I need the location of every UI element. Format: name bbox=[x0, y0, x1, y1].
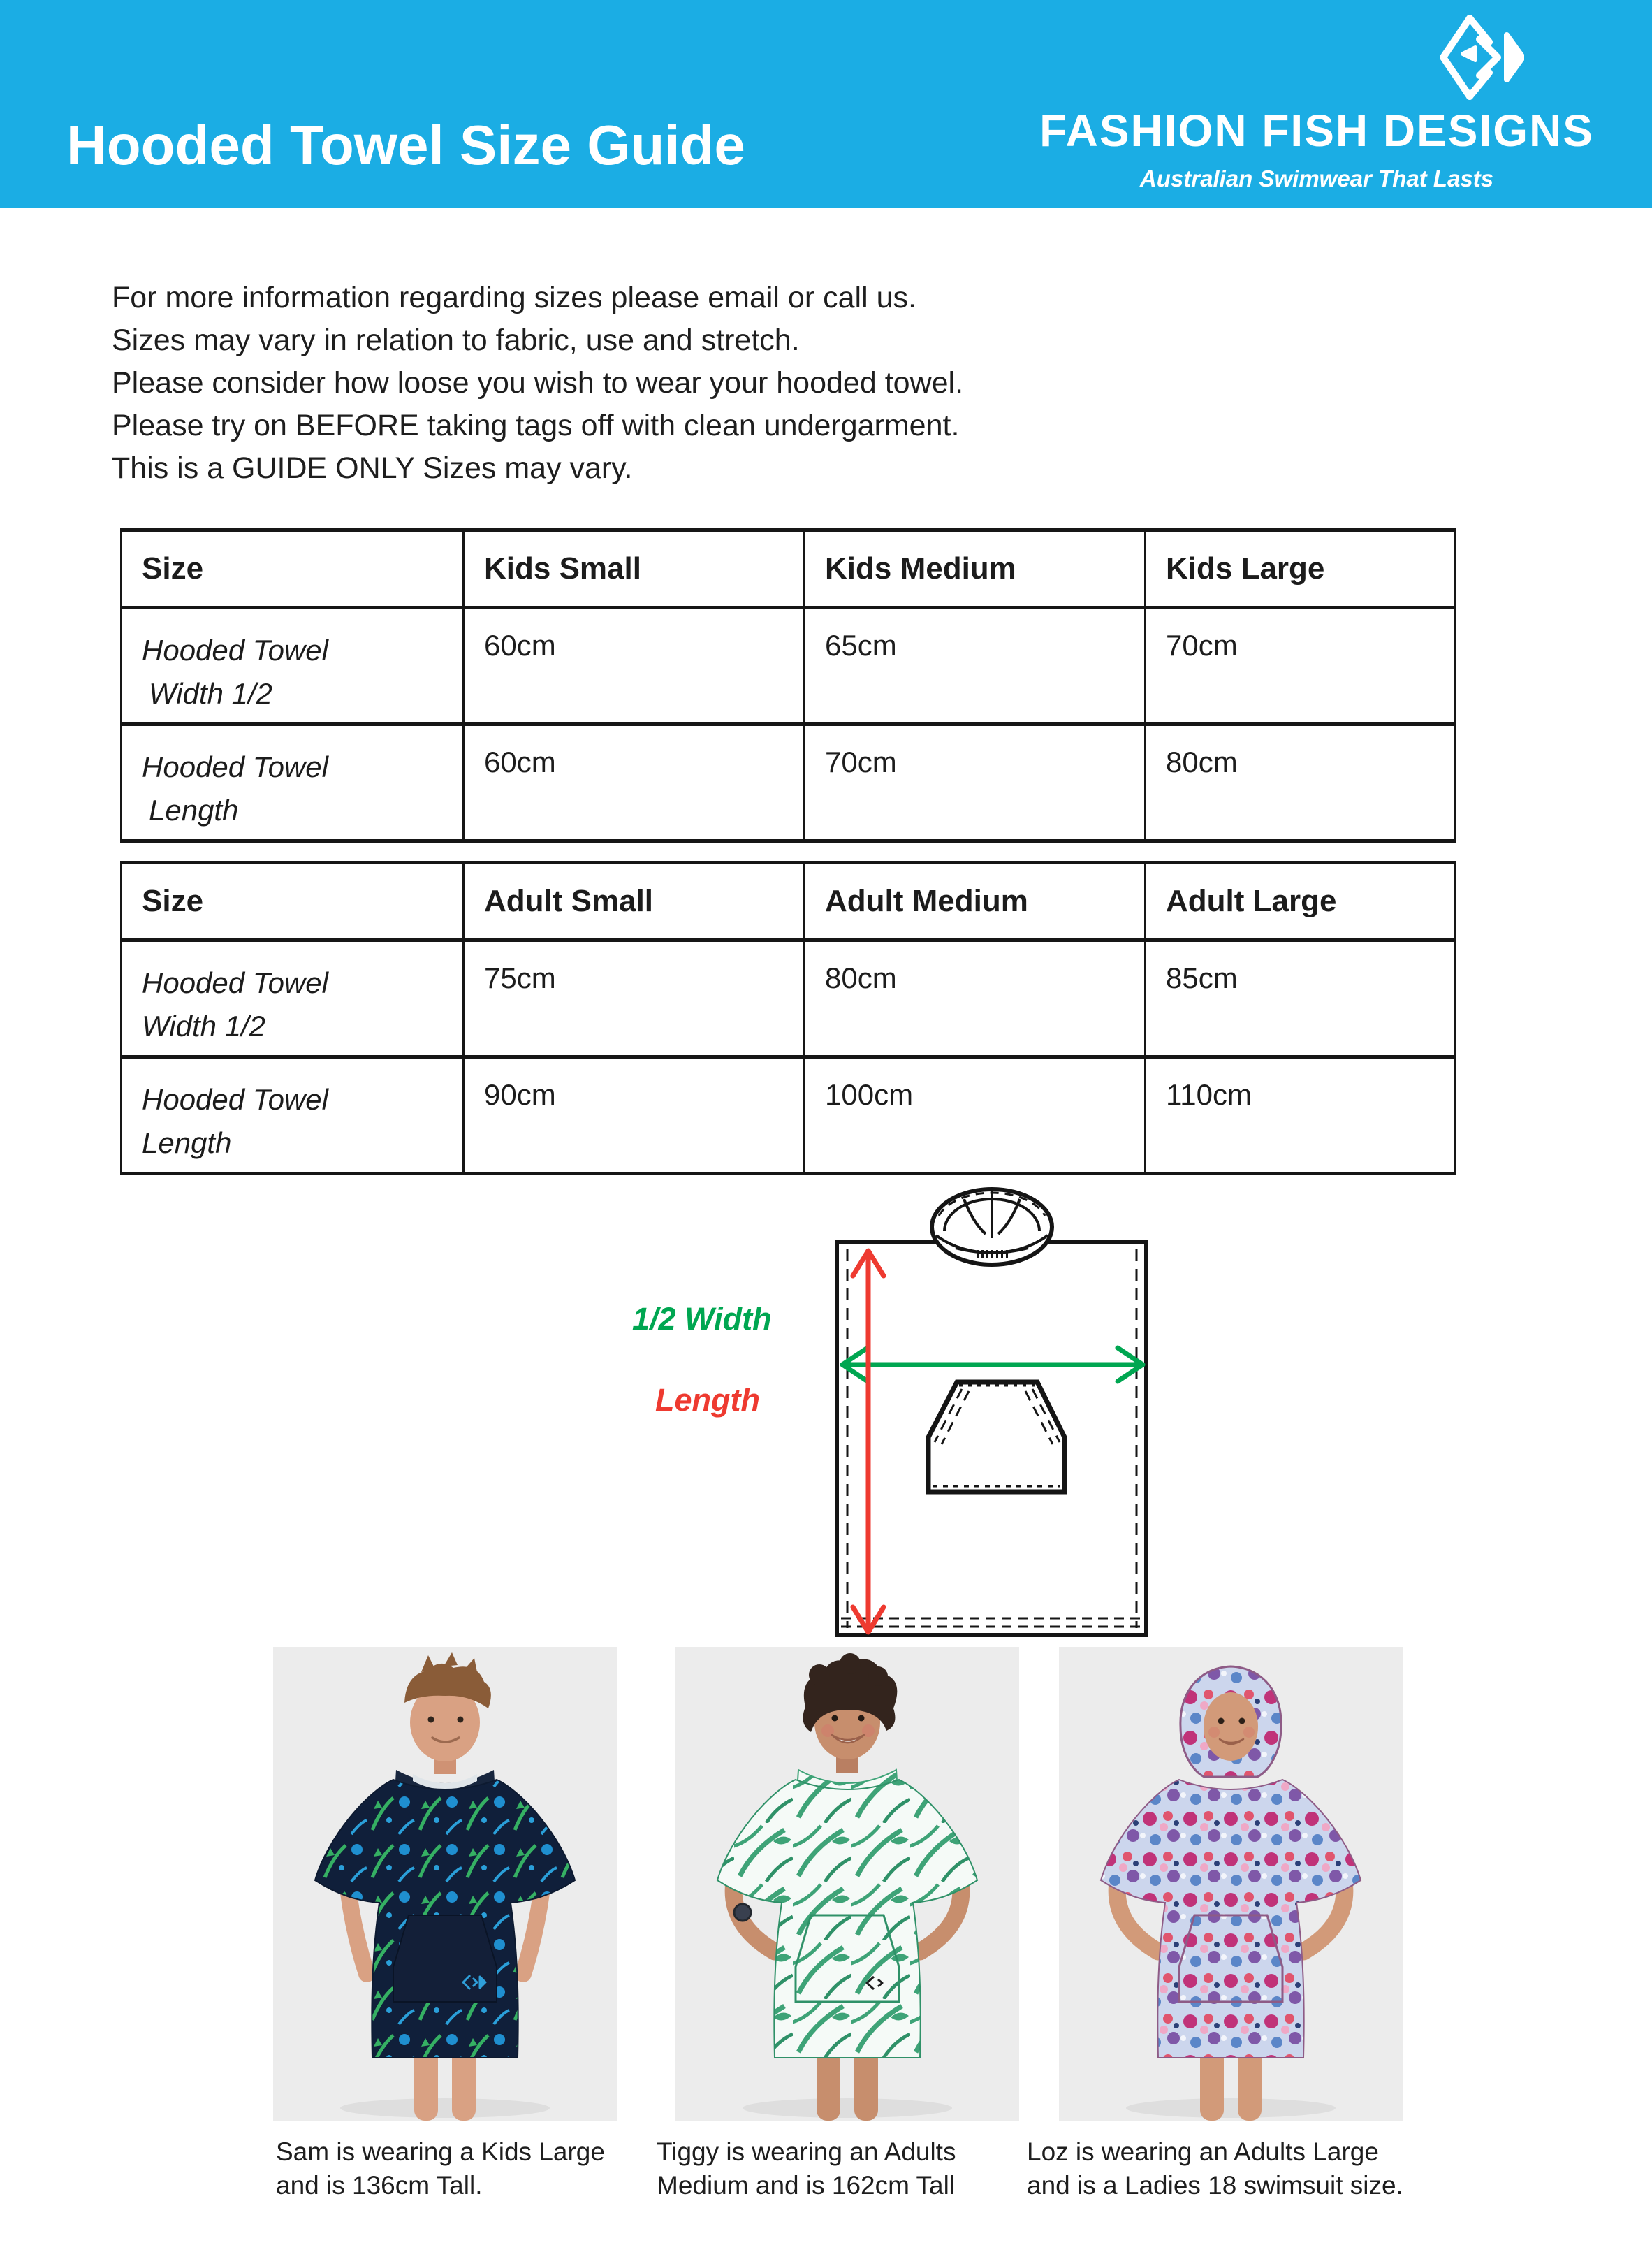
sam-illustration bbox=[273, 1647, 617, 2121]
caption-line: and is 136cm Tall. bbox=[276, 2171, 483, 2200]
table-header-row bbox=[122, 530, 1455, 608]
row-label: Hooded Towel Width 1/2 bbox=[122, 608, 464, 725]
caption-loz bbox=[1027, 2135, 1446, 2202]
size-value: 80cm bbox=[805, 940, 1146, 1057]
column-header: Size bbox=[122, 863, 464, 940]
hood-drawing bbox=[932, 1189, 1052, 1265]
size-value: 110cm bbox=[1146, 1057, 1455, 1174]
intro-text bbox=[112, 277, 963, 490]
table-row bbox=[122, 608, 1455, 725]
size-value: 85cm bbox=[1146, 940, 1455, 1057]
length-label: Length bbox=[655, 1382, 760, 1418]
column-header: Kids Medium bbox=[805, 530, 1146, 608]
tiggy-illustration bbox=[675, 1647, 1019, 2121]
size-value: 100cm bbox=[805, 1057, 1146, 1174]
caption-sam bbox=[276, 2135, 667, 2202]
size-value: 70cm bbox=[1146, 608, 1455, 725]
intro-line: Please consider how loose you wish to wear your hooded towel. bbox=[112, 366, 964, 400]
caption-line: Medium and is 162cm Tall bbox=[657, 2171, 956, 2200]
size-value: 70cm bbox=[805, 725, 1146, 841]
loz-illustration bbox=[1059, 1647, 1403, 2121]
size-value: 90cm bbox=[464, 1057, 805, 1174]
column-header: Adult Small bbox=[464, 863, 805, 940]
size-value: 60cm bbox=[464, 608, 805, 725]
kids-size-table bbox=[120, 528, 1456, 843]
page-title: Hooded Towel Size Guide bbox=[66, 114, 745, 176]
brand-tagline: Australian Swimwear That Lasts bbox=[1139, 166, 1494, 191]
caption-tiggy bbox=[657, 2135, 1048, 2202]
caption-line: Loz is wearing an Adults Large bbox=[1027, 2137, 1379, 2166]
size-value: 80cm bbox=[1146, 725, 1455, 841]
size-value: 65cm bbox=[805, 608, 1146, 725]
model-photo-tiggy bbox=[675, 1647, 1019, 2121]
caption-line: Sam is wearing a Kids Large bbox=[276, 2137, 605, 2166]
table-row bbox=[122, 1057, 1455, 1174]
pocket-drawing bbox=[928, 1382, 1065, 1492]
column-header: Adult Medium bbox=[805, 863, 1146, 940]
column-header: Kids Small bbox=[464, 530, 805, 608]
column-header: Adult Large bbox=[1146, 863, 1455, 940]
half-width-label: 1/2 Width bbox=[632, 1301, 772, 1337]
table-header-row bbox=[122, 863, 1455, 940]
size-value: 60cm bbox=[464, 725, 805, 841]
intro-line: Please try on BEFORE taking tags off with clean undergarment. bbox=[112, 409, 960, 442]
caption-line: Tiggy is wearing an Adults bbox=[657, 2137, 956, 2166]
row-label: Hooded Towel Width 1/2 bbox=[122, 940, 464, 1057]
model-photo-loz bbox=[1059, 1647, 1403, 2121]
row-label: Hooded Towel Length bbox=[122, 1057, 464, 1174]
brand-name: FASHION FISH DESIGNS bbox=[1039, 106, 1594, 156]
intro-line: This is a GUIDE ONLY Sizes may vary. bbox=[112, 451, 633, 485]
size-value: 75cm bbox=[464, 940, 805, 1057]
caption-line: and is a Ladies 18 swimsuit size. bbox=[1027, 2171, 1403, 2200]
row-label: Hooded Towel Length bbox=[122, 725, 464, 841]
model-photo-sam bbox=[273, 1647, 617, 2121]
table-row bbox=[122, 940, 1455, 1057]
intro-line: For more information regarding sizes please email or call us. bbox=[112, 281, 916, 314]
column-header: Size bbox=[122, 530, 464, 608]
table-row bbox=[122, 725, 1455, 841]
fish-diamond-icon bbox=[1438, 14, 1524, 102]
intro-line: Sizes may vary in relation to fabric, use and stretch. bbox=[112, 324, 800, 357]
column-header: Kids Large bbox=[1146, 530, 1455, 608]
adult-size-table bbox=[120, 861, 1456, 1175]
